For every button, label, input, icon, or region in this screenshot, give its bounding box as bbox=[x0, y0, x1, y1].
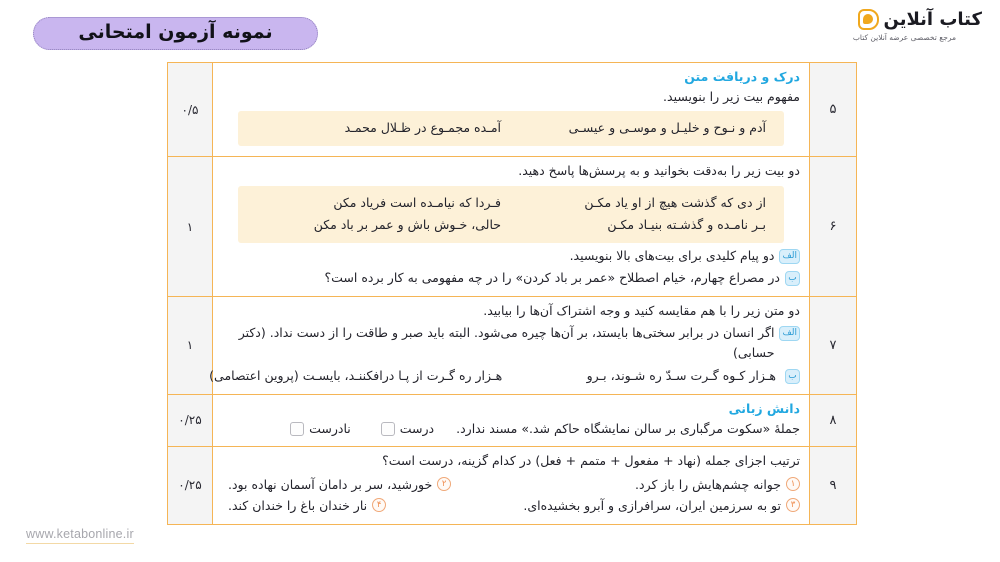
sub-question-marker: ب bbox=[785, 271, 800, 286]
sub-question-text: در مصراع چهارم، خیام اصطلاح «عمر بر باد کردن» را در چه مفهومی به کار برده است؟ bbox=[324, 270, 780, 286]
section-heading: درک و دریافت متن bbox=[684, 69, 800, 84]
question-prompt: دو بیت زیر را به‌دقت بخوانید و به پرسش‌ها پاسخ دهید. bbox=[518, 163, 800, 179]
choice-option[interactable] bbox=[222, 495, 511, 516]
question-score: ۰/۵ bbox=[168, 63, 213, 157]
sub-question-marker: الف bbox=[779, 249, 800, 264]
site-watermark: www.ketabonline.ir bbox=[26, 527, 134, 544]
false-option[interactable] bbox=[290, 419, 351, 439]
choice-option[interactable] bbox=[222, 474, 511, 495]
section-heading: دانش زبانی bbox=[728, 400, 800, 416]
question-number: ۸ bbox=[810, 394, 857, 447]
choice-number: ۲ bbox=[437, 477, 451, 491]
question-prompt: دو متن زیر را با هم مقایسه کنید و وجه اشتراک آن‌ها را بیابید. bbox=[483, 303, 800, 318]
question-score: ۱ bbox=[168, 157, 213, 297]
false-checkbox[interactable] bbox=[290, 422, 304, 436]
choice-text: خورشید، سر بر دامان آسمان نهاده بود. bbox=[228, 477, 433, 492]
table-row bbox=[168, 157, 857, 297]
table-row bbox=[168, 447, 857, 524]
hemistich-first: از دی که گذشت هیچ از او یاد مکـن bbox=[584, 195, 766, 210]
hemistich-second: هـزار ره گـرت از پـا درافکننـد، بایسـت (پروین اعتصامی) bbox=[209, 368, 503, 383]
hemistich-second: حالی، خـوش باش و عمر بر باد مکن bbox=[313, 216, 501, 232]
choice-number: ۴ bbox=[372, 498, 386, 512]
hemistich-first: آدم و نـوح و خلیـل و موسـی و عیسـی bbox=[568, 120, 766, 136]
question-body bbox=[213, 63, 810, 157]
question-prompt: مفهوم بیت زیر را بنویسید. bbox=[663, 88, 800, 104]
question-body bbox=[209, 297, 810, 395]
question-body bbox=[213, 447, 810, 524]
book-circle-icon bbox=[858, 9, 879, 30]
false-option-label: نادرست bbox=[309, 421, 351, 437]
true-checkbox[interactable] bbox=[381, 422, 395, 436]
sub-question bbox=[222, 268, 800, 289]
sub-question bbox=[222, 323, 800, 364]
question-number: ۷ bbox=[810, 297, 857, 395]
question-score: ۰/۲۵ bbox=[168, 394, 213, 447]
sub-question-marker: الف bbox=[779, 326, 800, 341]
choice-number: ۳ bbox=[786, 498, 800, 512]
hemistich-first: هـزار کـوه گـرت سـدّ ره شـوند، بـرو bbox=[586, 368, 776, 383]
sub-question-text: دو پیام کلیدی برای بیت‌های بالا بنویسید. bbox=[569, 247, 775, 263]
sub-question-text: اگر انسان در برابر سختی‌ها بایستد، بر آن‌ها چیره می‌شود. البته باید صبر و طاقت را از دست نداد. (دکتر حسابی) bbox=[238, 324, 775, 361]
question-number: ۶ bbox=[810, 157, 857, 297]
verse-line bbox=[252, 117, 770, 139]
choice-option[interactable] bbox=[511, 495, 800, 516]
choice-option[interactable] bbox=[511, 474, 800, 495]
brand-tagline: مرجع تخصصی عرضه آنلاین کتاب bbox=[852, 33, 956, 42]
choice-text: نار خندان باغ را خندان کند. bbox=[228, 498, 368, 514]
choice-text: جوانه چشم‌هایش را باز کرد. bbox=[635, 477, 781, 492]
page-header bbox=[0, 0, 1000, 62]
true-false-statement: جملهٔ «سکوت مرگباری بر سالن نمایشگاه حاکم شد.» مسند ندارد. bbox=[456, 421, 800, 437]
sample-exam-badge bbox=[33, 17, 318, 50]
true-option[interactable] bbox=[381, 419, 434, 439]
exam-questions-table bbox=[167, 62, 857, 525]
choice-text: تو به سرزمین ایران، سرافرازی و آبرو بخشیده‌ای. bbox=[523, 498, 781, 514]
verse-box bbox=[238, 111, 784, 146]
table-row bbox=[168, 297, 857, 395]
sub-question bbox=[222, 246, 800, 267]
hemistich-second: آمـده مجمـوع در ظـلال محمـد bbox=[344, 120, 501, 136]
sample-exam-badge-label: نمونه آزمون امتحانی bbox=[78, 21, 273, 43]
question-number: ۹ bbox=[810, 447, 857, 524]
verse-line bbox=[252, 192, 770, 214]
question-number: ۵ bbox=[810, 63, 857, 157]
question-score: ۰/۲۵ bbox=[168, 447, 213, 524]
sub-question-marker: ب bbox=[785, 369, 800, 384]
question-prompt: ترتیب اجزای جمله (نهاد + مفعول + متمم + فعل) در کدام گزینه، درست است؟ bbox=[382, 453, 800, 469]
question-score: ۱ bbox=[168, 297, 213, 395]
verse-box bbox=[238, 186, 784, 243]
brand-name: کتاب آنلاین bbox=[883, 8, 982, 30]
question-body bbox=[213, 157, 810, 297]
brand-logo bbox=[853, 9, 982, 42]
verse-line bbox=[252, 214, 770, 236]
hemistich-second: فـردا که نیامـده است فریاد مکن bbox=[333, 195, 501, 210]
sub-question-poem bbox=[209, 366, 800, 387]
table-row bbox=[168, 63, 857, 157]
true-option-label: درست bbox=[399, 421, 435, 437]
brand-logo-row bbox=[858, 9, 982, 30]
question-body bbox=[213, 394, 810, 447]
true-false-question bbox=[222, 419, 800, 439]
hemistich-first: بـر نامـده و گذشـته بنیـاد مکـن bbox=[607, 216, 766, 232]
choice-number: ۱ bbox=[786, 477, 800, 491]
table-row bbox=[168, 394, 857, 447]
sub-question-text bbox=[209, 366, 780, 387]
multiple-choice-options bbox=[222, 474, 800, 517]
